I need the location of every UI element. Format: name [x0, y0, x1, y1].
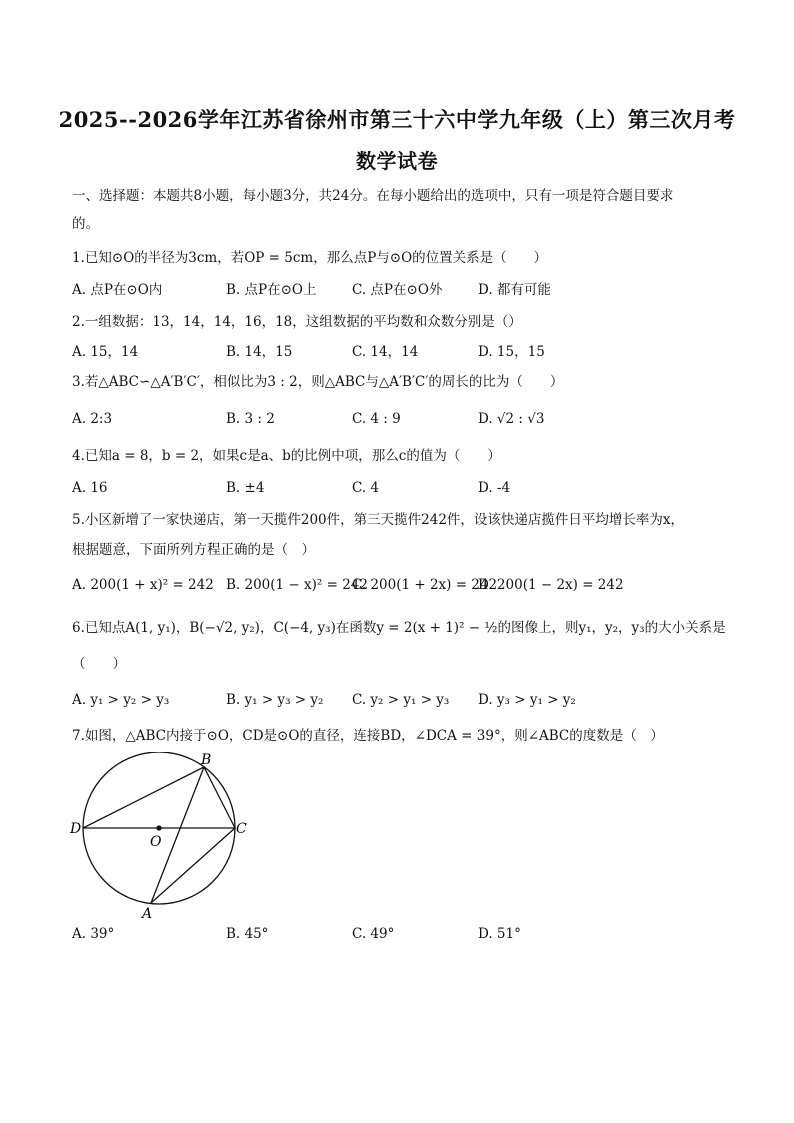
center-point: [156, 825, 161, 830]
exam-subtitle: 数学试卷: [356, 149, 438, 173]
q5-option-a: A. 200(1 + x)² = 242: [72, 577, 214, 593]
q4-option-d: D. -4: [478, 480, 511, 496]
q1-option-a: A. 点P在⊙O内: [72, 282, 163, 298]
q7-option-c: C. 49°: [352, 926, 395, 942]
q6-option-c: C. y₂ > y₁ > y₃: [352, 692, 450, 708]
q7-option-d: D. 51°: [478, 926, 521, 942]
question-4-stem: 4.已知a = 8，b = 2，如果c是a、b的比例中项，那么c的值为（ ）: [72, 448, 501, 464]
q6-option-b: B. y₁ > y₃ > y₂: [226, 692, 324, 708]
q5-option-b: B. 200(1 − x)² = 242: [226, 577, 368, 593]
q3-option-d: D. √2 : √3: [478, 411, 545, 427]
question-3-stem: 3.若△ABC∽△A′B′C′，相似比为3 : 2，则△ABC与△A′B′C′的周长的比为（ ）: [72, 374, 564, 390]
q3-option-b: B. 3 : 2: [226, 411, 275, 427]
question-2-stem: 2.一组数据：13，14，14，16，18，这组数据的平均数和众数分别是（）: [72, 314, 522, 330]
question-7-stem: 7.如图，△ABC内接于⊙O，CD是⊙O的直径，连接BD，∠DCA = 39°，则∠ABC的度数是（ ）: [72, 728, 664, 744]
q4-option-b: B. ±4: [226, 480, 265, 496]
q3-option-a: A. 2:3: [72, 411, 113, 427]
label-b: B: [201, 752, 212, 768]
question-5-stem-cont: 根据题意，下面所列方程正确的是（ ）: [72, 542, 315, 558]
question-6-stem-cont: （ ）: [72, 656, 126, 672]
q2-option-a: A. 15，14: [72, 344, 139, 360]
q2-option-b: B. 14，15: [226, 344, 293, 360]
q5-option-c: C. 200(1 + 2x) = 242: [352, 577, 498, 593]
q2-option-c: C. 14，14: [352, 344, 419, 360]
section-heading-cont: 的。: [72, 216, 99, 232]
exam-title: 2025--2026学年江苏省徐州市第三十六中学九年级（上）第三次月考: [58, 107, 736, 132]
q4-option-a: A. 16: [72, 480, 108, 496]
geometry-diagram: [70, 752, 260, 922]
q2-option-d: D. 15，15: [478, 344, 545, 360]
label-a: A: [142, 906, 153, 922]
section-heading: 一、选择题：本题共8小题，每小题3分，共24分。在每小题给出的选项中，只有一项是符合题目要求: [72, 188, 674, 204]
q1-option-d: D. 都有可能: [478, 282, 551, 298]
segment-ac: [151, 828, 235, 903]
q1-option-c: C. 点P在⊙O外: [352, 282, 443, 298]
segment-bd: [83, 767, 204, 828]
question-5-stem: 5.小区新增了一家快递店，第一天揽件200件，第三天揽件242件，设该快递店揽件日平均增长率为x，: [72, 512, 685, 528]
question-1-stem: 1.已知⊙O的半径为3cm，若OP = 5cm，那么点P与⊙O的位置关系是（ ）: [72, 250, 548, 266]
q3-option-c: C. 4 : 9: [352, 411, 401, 427]
circle-figure: [70, 752, 260, 926]
segment-bc: [204, 767, 235, 828]
label-o: O: [150, 834, 162, 850]
q6-option-a: A. y₁ > y₂ > y₃: [72, 692, 170, 708]
q7-option-a: A. 39°: [72, 926, 115, 942]
label-d: D: [70, 821, 82, 837]
q6-option-d: D. y₃ > y₁ > y₂: [478, 692, 576, 708]
question-6-stem: 6.已知点A(1, y₁)，B(−√2, y₂)，C(−4, y₃)在函数y = 2(x + 1)² − ½的图像上，则y₁，y₂，y₃的大小关系是: [72, 620, 726, 636]
q5-option-d: D. 200(1 − 2x) = 242: [478, 577, 624, 593]
q1-option-b: B. 点P在⊙O上: [226, 282, 317, 298]
q4-option-c: C. 4: [352, 480, 380, 496]
label-c: C: [236, 821, 247, 837]
q7-option-b: B. 45°: [226, 926, 269, 942]
